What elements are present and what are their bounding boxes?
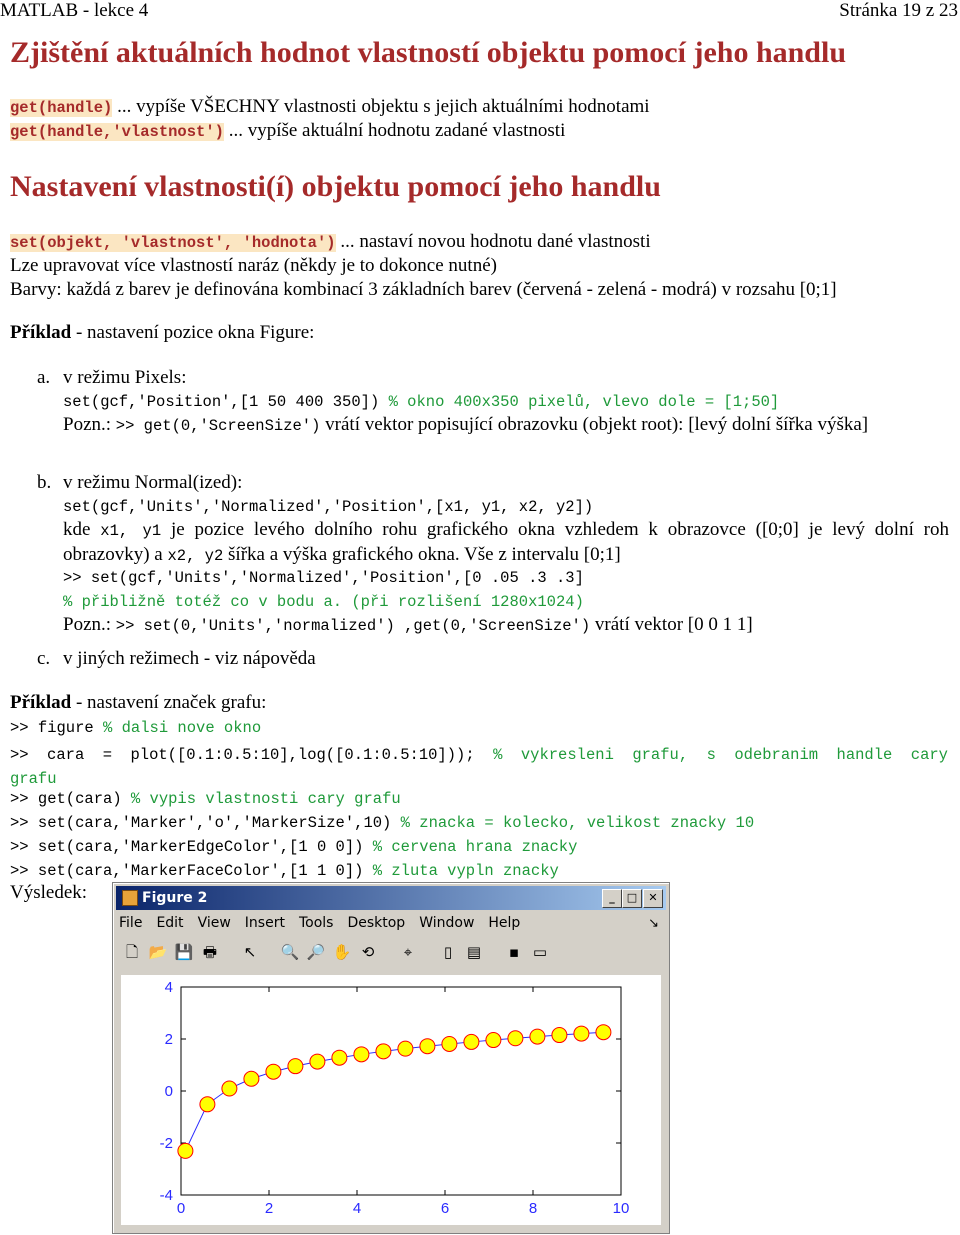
show-plot-tools-icon[interactable]: ▭ xyxy=(532,943,548,961)
set-text: ... nastaví novou hodnotu dané vlastnosti xyxy=(335,231,651,252)
open-icon[interactable]: 📂 xyxy=(148,943,168,961)
x-tick-label: 10 xyxy=(612,1200,630,1217)
data-point xyxy=(288,1059,303,1074)
code-comment: % dalsi nove okno xyxy=(103,719,262,737)
code-comment: % zluta vypln znacky xyxy=(372,862,559,880)
data-point xyxy=(310,1054,325,1069)
data-point xyxy=(376,1044,391,1059)
item-b-note-code: >> set(0,'Units','normalized') ,get(0,'ScreenSize') xyxy=(115,617,591,635)
menu-file[interactable]: File xyxy=(119,915,143,931)
data-point xyxy=(244,1071,259,1086)
menu-insert[interactable]: Insert xyxy=(244,915,285,931)
item-a-note-text: vrátí vektor popisující obrazovku (objekt root): [levý dolní šířka výška] xyxy=(320,414,869,435)
x-tick-label: 0 xyxy=(176,1200,186,1217)
code-line xyxy=(10,862,559,880)
menu-edit[interactable]: Edit xyxy=(156,915,184,931)
get-property-text: ... vypíše aktuální hodnotu zadané vlastnosti xyxy=(223,120,566,141)
log-plot xyxy=(121,975,661,1225)
data-point xyxy=(354,1047,369,1062)
x-tick-label: 4 xyxy=(352,1200,362,1217)
new-icon[interactable]: 🗋 xyxy=(125,943,139,961)
y-tick-label: 2 xyxy=(164,1031,173,1048)
item-b-comment2: % přibližně totéž co v bodu a. (při rozlišení 1280x1024) xyxy=(63,593,584,611)
figure-window xyxy=(112,882,670,1234)
figure-titlebar[interactable] xyxy=(116,886,666,910)
code-comment: % cervena hrana znacky xyxy=(372,838,578,856)
data-point xyxy=(464,1034,479,1049)
item-a-code: set(gcf,'Position',[1 50 400 350]) xyxy=(63,393,380,411)
item-b-x1y1: x1, y1 xyxy=(100,522,162,540)
data-point xyxy=(178,1143,193,1158)
figure-window-icon xyxy=(122,890,138,906)
item-b-code2: >> set(gcf,'Units','Normalized','Position',[0 .05 .3 .3] xyxy=(63,569,584,587)
maximize-button[interactable]: □ xyxy=(622,889,642,908)
data-point xyxy=(596,1025,611,1040)
colorbar-icon[interactable]: ▯ xyxy=(443,943,453,961)
close-button[interactable]: ✕ xyxy=(643,889,663,908)
figure-title: Figure 2 xyxy=(142,890,208,906)
item-a-note-colon: : xyxy=(105,414,116,435)
data-point xyxy=(530,1029,545,1044)
get-handle-code: get(handle) xyxy=(10,99,113,117)
data-point xyxy=(332,1050,347,1065)
y-tick-label: -2 xyxy=(159,1135,173,1152)
figure-canvas xyxy=(121,975,661,1225)
data-point xyxy=(486,1033,501,1048)
example1-title: - nastavení pozice okna Figure: xyxy=(71,322,315,343)
legend-icon[interactable]: ▤ xyxy=(466,943,482,961)
item-a-note-code: >> get(0,'ScreenSize') xyxy=(115,417,321,435)
colors-text: Barvy: každá z barev je definována kombinací 3 základních barev (červená - zelená - modrá) v rozsahu [0;1] xyxy=(10,279,837,300)
section-title-get: Zjištění aktuálních hodnot vlastností objektu pomocí jeho handlu xyxy=(10,36,847,69)
menu-help[interactable]: Help xyxy=(488,915,521,931)
print-icon[interactable]: 🖶 xyxy=(202,943,218,961)
example2-heading xyxy=(10,692,266,714)
get-handle-text: ... vypíše VŠECHNY vlastnosti objektu s jejich aktuálními hodnotami xyxy=(112,96,650,117)
page-header-right: Stránka 19 z 23 xyxy=(839,0,958,21)
get-handle-line xyxy=(10,96,650,118)
get-property-line xyxy=(10,120,565,142)
code-text: >> set(cara,'MarkerFaceColor',[1 1 0]) xyxy=(10,862,373,880)
plot-frame xyxy=(181,987,621,1195)
code-text: >> cara = plot([0.1:0.5:10],log([0.1:0.5:10])); xyxy=(10,746,494,764)
data-point xyxy=(222,1081,237,1096)
menu-desktop[interactable]: Desktop xyxy=(347,915,406,931)
result-label: Výsledek: xyxy=(10,882,88,903)
item-a-note-label: Pozn. xyxy=(63,414,106,435)
data-point xyxy=(200,1097,215,1112)
get-property-code: get(handle,'vlastnost') xyxy=(10,123,224,141)
item-a-comment: % okno 400x350 pixelů, vlevo dole = [1;50] xyxy=(379,393,780,411)
item-b-note xyxy=(63,614,753,636)
code-text: >> set(cara,'MarkerEdgeColor',[1 0 0]) xyxy=(10,838,373,856)
zoom-out-icon[interactable]: 🔎 xyxy=(306,943,326,961)
item-b-title: v režimu Normal(ized): xyxy=(63,472,243,493)
save-icon[interactable]: 💾 xyxy=(174,943,194,961)
set-multiple-text: Lze upravovat více vlastností naráz (někdy je to dokonce nutné) xyxy=(10,255,497,276)
menu-window[interactable]: Window xyxy=(419,915,475,931)
set-line xyxy=(10,231,651,253)
hide-plot-tools-icon[interactable]: ▪ xyxy=(508,943,520,961)
zoom-in-icon[interactable]: 🔍 xyxy=(280,943,300,961)
x-tick-label: 6 xyxy=(440,1200,450,1217)
y-tick-label: 0 xyxy=(164,1083,173,1100)
code-comment: % vypis vlastnosti cary grafu xyxy=(130,790,401,808)
item-c-title: v jiných režimech - viz nápověda xyxy=(63,648,316,669)
minimize-button[interactable]: _ xyxy=(602,889,622,908)
code-text: >> get(cara) xyxy=(10,790,131,808)
data-point xyxy=(552,1028,567,1043)
code-line xyxy=(10,743,948,791)
data-point xyxy=(266,1064,281,1079)
item-b-text3: šířka a výška grafického okna. Vše z intervalu [0;1] xyxy=(223,544,621,565)
data-point xyxy=(508,1031,523,1046)
y-tick-label: -4 xyxy=(159,1187,173,1204)
y-tick-label: 4 xyxy=(164,979,173,996)
item-b-note-text: vrátí vektor [0 0 1 1] xyxy=(590,614,753,635)
pan-icon[interactable]: ✋ xyxy=(332,943,352,961)
rotate-icon[interactable]: ⟲ xyxy=(361,943,375,961)
set-code: set(objekt, 'vlastnost', 'hodnota') xyxy=(10,234,336,252)
data-point xyxy=(420,1039,435,1054)
x-tick-label: 2 xyxy=(264,1200,274,1217)
item-b-marker: b. xyxy=(37,472,52,493)
data-point xyxy=(574,1026,589,1041)
menubar-corner-arrow-icon[interactable]: ↘ xyxy=(648,915,659,930)
item-b-note-colon: : xyxy=(105,614,116,635)
example2-title: - nastavení značek grafu: xyxy=(71,692,267,713)
item-b-explanation xyxy=(63,518,949,568)
menu-tools[interactable]: Tools xyxy=(298,915,334,931)
example1-heading xyxy=(10,322,314,344)
example1-label: Příklad xyxy=(10,322,72,343)
code-text: >> figure xyxy=(10,719,104,737)
data-point xyxy=(442,1036,457,1051)
figure-menubar xyxy=(119,915,534,931)
code-text: >> set(cara,'Marker','o','MarkerSize',10) xyxy=(10,814,401,832)
item-a-code-line xyxy=(63,393,779,411)
code-line xyxy=(10,814,754,832)
code-comment: % znacka = kolecko, velikost znacky 10 xyxy=(400,814,755,832)
item-c-marker: c. xyxy=(37,648,51,669)
example2-label: Příklad xyxy=(10,692,72,713)
item-b-code: set(gcf,'Units','Normalized','Position',[x1, y1, x2, y2]) xyxy=(63,498,594,516)
section-title-set: Nastavení vlastnosti(í) objektu pomocí jeho handlu xyxy=(10,170,661,203)
item-b-text2: je pozice levého dolního rohu grafického okna vzhledem k obrazovce ([0;0] je levý dolní roh obrazovky) a xyxy=(63,519,949,565)
pointer-icon[interactable]: ↖ xyxy=(243,943,257,961)
code-line xyxy=(10,838,577,856)
code-line xyxy=(10,719,261,737)
item-a-note xyxy=(63,413,949,438)
item-a-marker: a. xyxy=(37,367,51,388)
code-comment: % vykresleni grafu, s odebranim handle cary grafu xyxy=(10,746,948,788)
data-cursor-icon[interactable]: ⌖ xyxy=(403,943,413,961)
x-tick-label: 8 xyxy=(528,1200,538,1217)
page-header-left: MATLAB - lekce 4 xyxy=(0,0,149,21)
item-a-title: v režimu Pixels: xyxy=(63,367,187,388)
item-b-x2y2: x2, y2 xyxy=(167,547,224,565)
item-b-text1: kde xyxy=(63,519,101,540)
code-line xyxy=(10,790,401,808)
menu-view[interactable]: View xyxy=(197,915,231,931)
data-point xyxy=(398,1041,413,1056)
item-b-note-label: Pozn. xyxy=(63,614,106,635)
